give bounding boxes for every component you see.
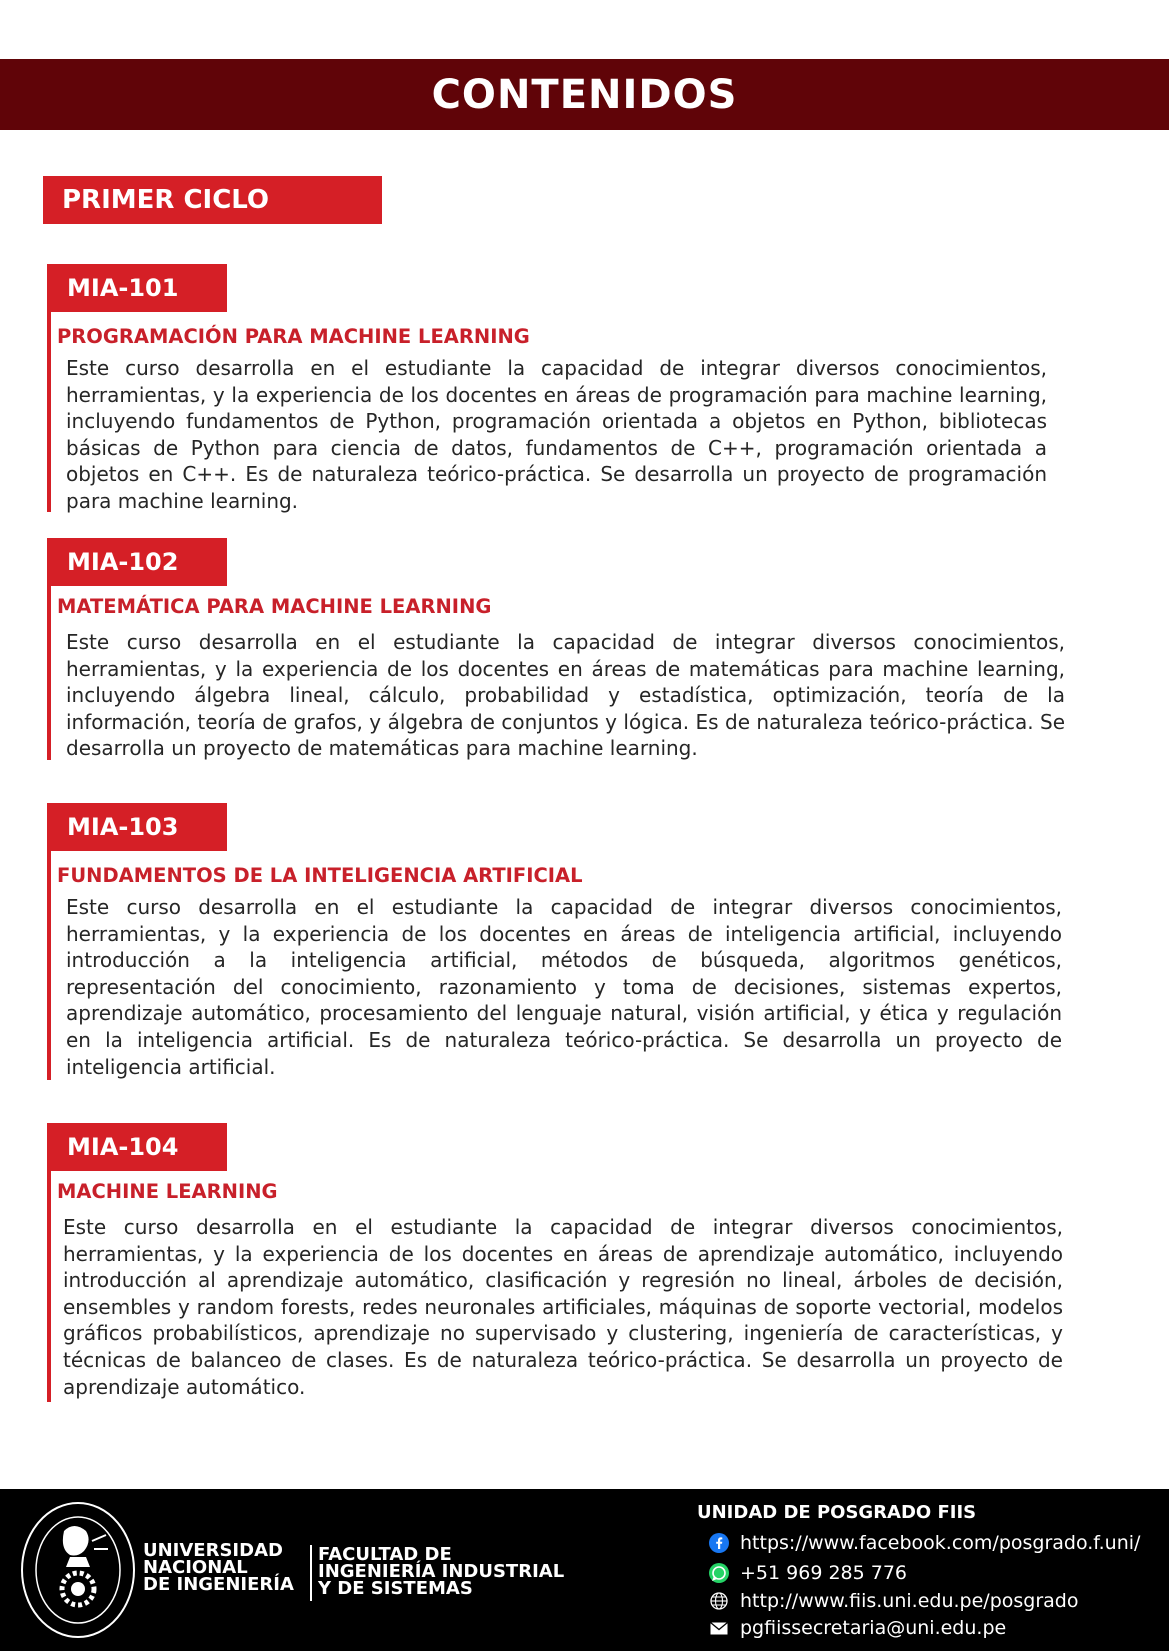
cycle-label: PRIMER CICLO xyxy=(43,176,382,224)
website-link[interactable]: http://www.fiis.uni.edu.pe/posgrado xyxy=(708,1590,1078,1612)
page-title: CONTENIDOS xyxy=(431,71,738,118)
course-code: MIA-103 xyxy=(47,803,227,851)
whatsapp-icon xyxy=(708,1562,730,1584)
course-code: MIA-102 xyxy=(47,538,227,586)
course-description: Este curso desarrolla en el estudiante la capacidad de integrar diversos conocimientos, herramientas, y la experiencia de los docentes en áreas de aprendizaje automático, incluyendo introducción al aprendizaje automático, clasificación y regresión no lineal, árboles de decisión, ensembles y random forests, redes neuronales artificiales, máquinas de soporte vectorial, modelos gráficos probabilísticos, aprendizaje no supervisado y clustering, ingeniería de características, y técnicas de balanceo de clases. Es de naturaleza teórico-práctica. Se desarrolla un proyecto de aprendizaje automático. xyxy=(63,1215,1063,1399)
course-code: MIA-101 xyxy=(47,264,227,312)
course-title: FUNDAMENTOS DE LA INTELIGENCIA ARTIFICIAL xyxy=(57,864,583,887)
phone-contact[interactable]: +51 969 285 776 xyxy=(708,1562,907,1584)
course-description: Este curso desarrolla en el estudiante la capacidad de integrar diversos conocimientos, herramientas, y la experiencia de los docentes en áreas de programación para machine learning, incluyendo fundamentos de Python, programación orientada a objetos en Python, bibliotecas básicas de Python para ciencia de datos, fundamentos de C++, programación orientada a objetos en C++. Es de naturaleza teórico-práctica. Se desarrolla un proyecto de programación para machine learning. xyxy=(66,356,1047,513)
course-description: Este curso desarrolla en el estudiante la capacidad de integrar diversos conocimientos, herramientas, y la experiencia de los docentes en áreas de matemáticas para machine learning, incluyendo álgebra lineal, cálculo, probabilidad y estadística, optimización, teoría de la información, teoría de grafos, y álgebra de conjuntos y lógica. Es de naturaleza teórico-práctica. Se desarrolla un proyecto de matemáticas para machine learning. xyxy=(66,630,1065,761)
course-description: Este curso desarrolla en el estudiante la capacidad de integrar diversos conocimientos, herramientas, y la experiencia de los docentes en áreas de inteligencia artificial, incluyendo introducción a la inteligencia artificial, métodos de búsqueda, algoritmos genéticos, representación del conocimiento, razonamiento y toma de decisiones, sistemas expertos, aprendizaje automático, procesamiento del lenguaje natural, visión artificial, y ética y regulación en la inteligencia artificial. Es de naturaleza teórico-práctica. Se desarrolla un proyecto de inteligencia artificial. xyxy=(66,895,1062,1079)
email-link[interactable]: pgfiissecretaria@uni.edu.pe xyxy=(708,1617,1006,1639)
university-seal-logo xyxy=(20,1501,136,1639)
header-banner xyxy=(0,59,1169,130)
mail-icon xyxy=(708,1617,730,1639)
facebook-icon xyxy=(708,1532,730,1554)
footer-divider xyxy=(310,1545,312,1601)
faculty-name: FACULTAD DE INGENIERÍA INDUSTRIAL Y DE SISTEMAS xyxy=(318,1544,565,1599)
course-title: MACHINE LEARNING xyxy=(57,1180,278,1203)
unit-title: UNIDAD DE POSGRADO FIIS xyxy=(697,1502,977,1523)
footer xyxy=(0,1489,1169,1651)
facebook-link[interactable]: https://www.facebook.com/posgrado.f.uni/ xyxy=(708,1532,1140,1554)
university-name: UNIVERSIDAD NACIONAL DE INGENIERÍA xyxy=(143,1540,294,1595)
course-title: PROGRAMACIÓN PARA MACHINE LEARNING xyxy=(57,325,530,348)
globe-icon xyxy=(708,1590,730,1612)
course-title: MATEMÁTICA PARA MACHINE LEARNING xyxy=(57,595,492,618)
course-code: MIA-104 xyxy=(47,1123,227,1171)
